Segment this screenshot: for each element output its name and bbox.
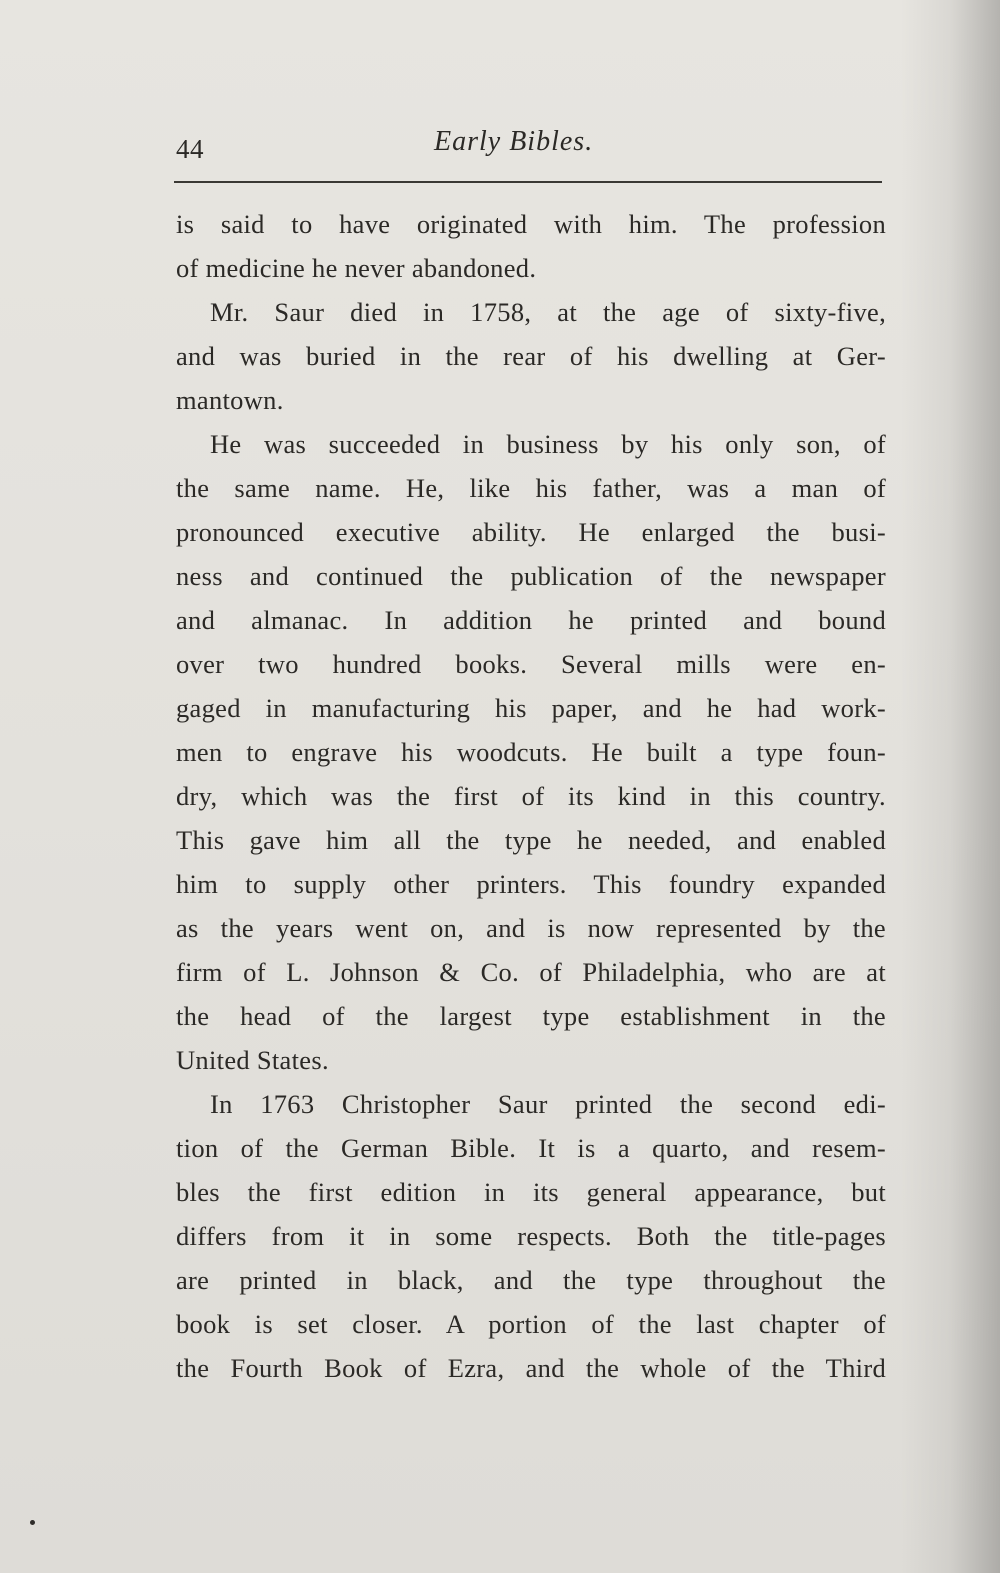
text-line: This gave him all the type he needed, and enabled [176,825,886,855]
text-line: and was buried in the rear of his dwelling at Ger- [176,341,886,371]
text-line: the same name. He, like his father, was a man of [176,473,886,503]
text-line: bles the first edition in its general appearance, but [176,1177,886,1207]
text-line: is said to have originated with him. The profession [176,209,886,239]
running-head [176,126,882,170]
text-line: him to supply other printers. This foundry expanded [176,869,886,899]
text-line: the Fourth Book of Ezra, and the whole of the Third [176,1353,886,1383]
text-line: are printed in black, and the type throughout the [176,1265,886,1295]
header-rule [174,181,882,183]
text-line: of medicine he never abandoned. [176,253,537,283]
text-line: and almanac. In addition he printed and bound [176,605,886,635]
paper-speck [30,1520,35,1525]
text-line: book is set closer. A portion of the last chapter of [176,1309,886,1339]
text-line: differs from it in some respects. Both the title-pages [176,1221,886,1251]
text-line: the head of the largest type establishment in the [176,1001,886,1031]
running-title: Early Bibles. [434,126,594,157]
text-line: He was succeeded in business by his only son, of [210,429,886,459]
text-line: In 1763 Christopher Saur printed the second edi- [210,1089,886,1119]
text-line: men to engrave his woodcuts. He built a type foun- [176,737,886,767]
text-line: gaged in manufacturing his paper, and he had work- [176,693,886,723]
text-line: pronounced executive ability. He enlarged the busi- [176,517,886,547]
text-line: firm of L. Johnson & Co. of Philadelphia, who are at [176,957,886,987]
text-line: over two hundred books. Several mills were en- [176,649,886,679]
text-line: Mr. Saur died in 1758, at the age of sixty-five, [210,297,886,327]
text-line: tion of the German Bible. It is a quarto, and resem- [176,1133,886,1163]
text-line: ness and continued the publication of the newspaper [176,561,886,591]
text-line: dry, which was the first of its kind in this country. [176,781,886,811]
text-line: United States. [176,1045,329,1075]
body-text [176,202,886,1390]
page-number: 44 [176,134,204,164]
text-line: mantown. [176,385,284,415]
text-line: as the years went on, and is now represented by the [176,913,886,943]
